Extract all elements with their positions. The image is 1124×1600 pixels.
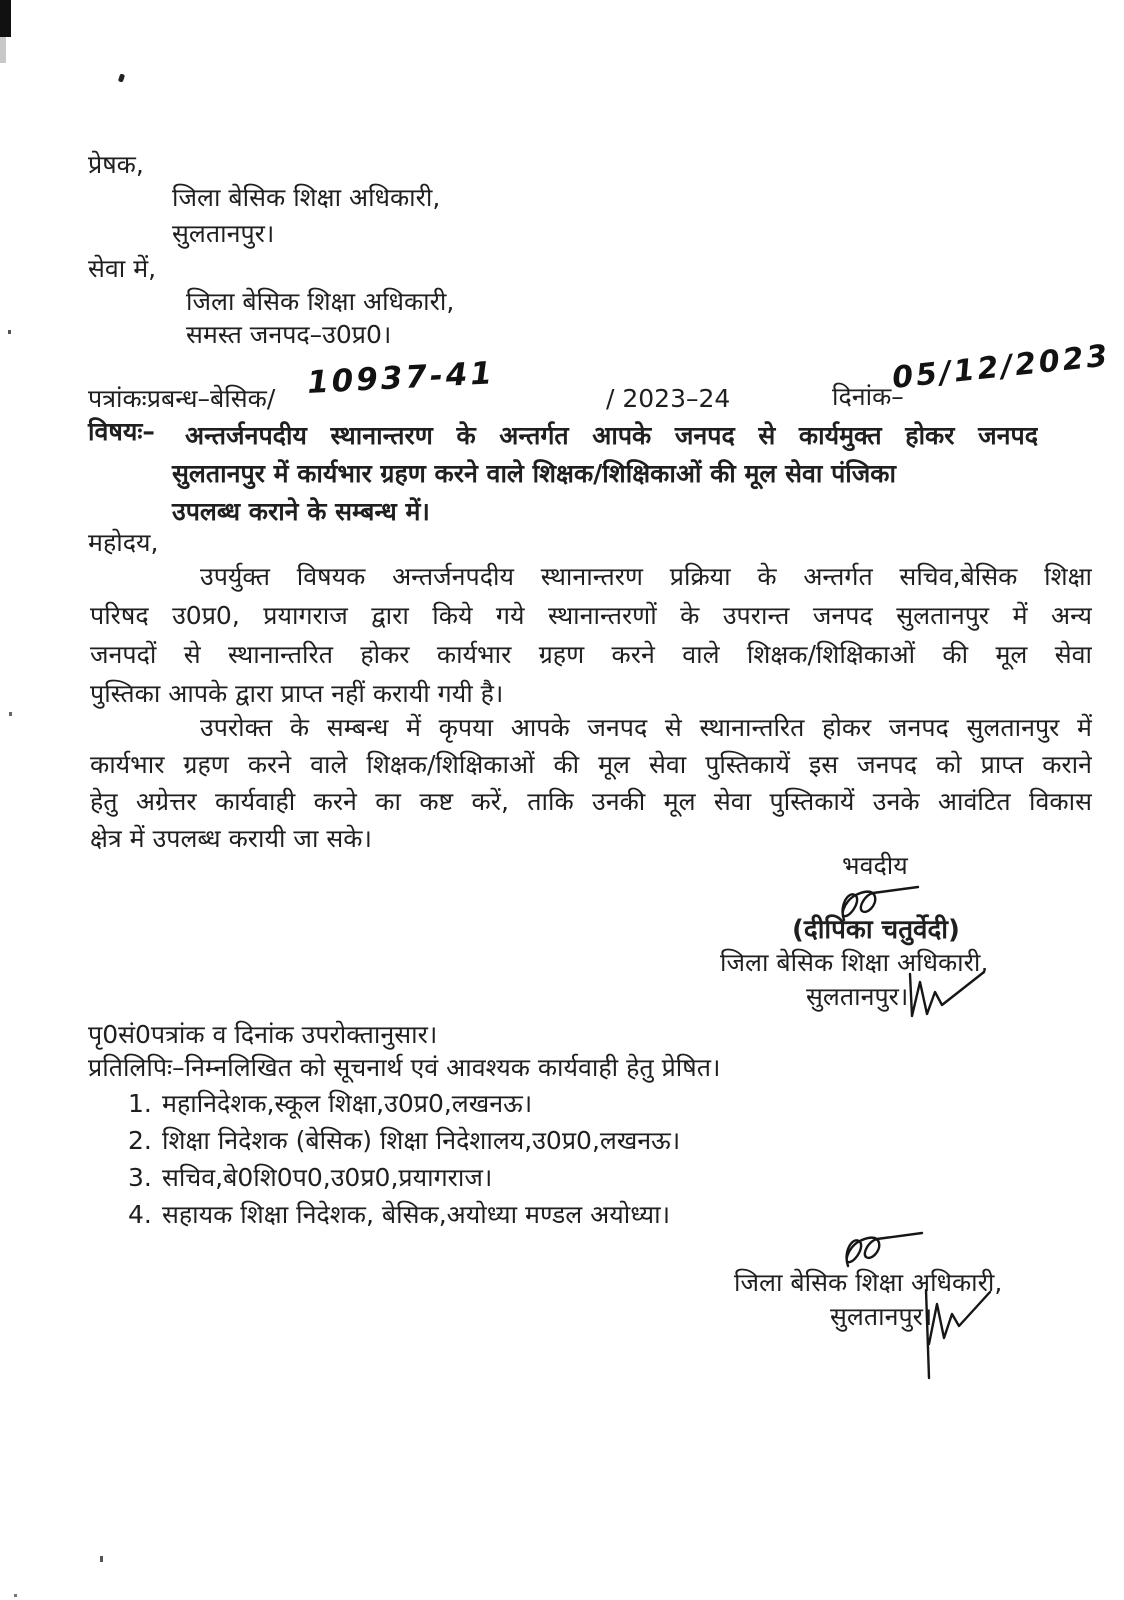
copy-list-item <box>128 1200 670 1230</box>
scan-artifact-dot <box>118 73 125 82</box>
scan-artifact-corner <box>0 0 11 37</box>
body-paragraph-2 <box>90 709 1092 857</box>
scan-artifact-dot <box>8 330 11 334</box>
valediction: भवदीय <box>842 851 908 880</box>
copy-item-number: 4. <box>128 1200 152 1229</box>
copy-list-item <box>128 1126 680 1156</box>
bottom-signatory-title: जिला बेसिक शिक्षा अधिकारी, <box>734 1268 1003 1297</box>
copy-list-item <box>128 1163 492 1193</box>
subject-line: सुलतानपुर में कार्यभार ग्रहण करने वाले शिक्षक/शिक्षिकाओं की मूल सेवा पंजिका <box>172 459 896 488</box>
paragraph-line: क्षेत्र में उपलब्ध करायी जा सके। <box>90 824 372 853</box>
copy-list-item <box>128 1089 532 1119</box>
scan-artifact-dot <box>14 1594 17 1597</box>
date-label: दिनांक– <box>832 382 904 411</box>
reference-number-handwritten: 10937-41 <box>306 355 496 401</box>
paragraph-line: हेतु अग्रेत्तर कार्यवाही करने का कष्ट करें, ताकि उनकी मूल सेवा पुस्तिकायें उनके आवंटित विकास <box>90 787 1092 816</box>
scan-artifact-corner-fade <box>0 37 6 63</box>
paragraph-line: उपरोक्त के सम्बन्ध में कृपया आपके जनपद से स्थानान्तरित होकर जनपद सुलतानपुर में <box>200 713 1092 742</box>
endorsement-copy-note: प्रतिलिपिः–निम्नलिखित को सूचनार्थ एवं आवश्यक कार्यवाही हेतु प्रेषित। <box>88 1053 721 1082</box>
reference-year: / 2023–24 <box>606 384 731 413</box>
recipient-place: समस्त जनपद–उ0प्र0। <box>186 320 392 349</box>
scan-artifact-dot <box>100 1556 103 1562</box>
bottom-signatory-place: सुलतानपुर। <box>830 1302 933 1331</box>
reference-prefix: पत्रांकःप्रबन्ध–बेसिक/ <box>88 384 276 413</box>
copy-item-text: शिक्षा निदेशक (बेसिक) शिक्षा निदेशालय,उ0प्र0,लखनऊ। <box>162 1126 681 1155</box>
subject-block <box>88 417 1038 531</box>
copy-item-number: 1. <box>128 1089 152 1118</box>
signatory-place: सुलतानपुर। <box>806 982 909 1011</box>
date-handwritten: 05/12/2023 <box>890 338 1112 396</box>
bottom-signature-flourish-icon <box>918 1286 996 1386</box>
paragraph-line: जनपदों से स्थानान्तरित होकर कार्यभार ग्रहण करने वाले शिक्षक/शिक्षिकाओं की मूल सेवा <box>90 640 1092 669</box>
signatory-title: जिला बेसिक शिक्षा अधिकारी, <box>720 948 989 977</box>
scan-artifact-dot <box>9 712 12 716</box>
subject-line: अन्तर्जनपदीय स्थानान्तरण के अन्तर्गत आपके जनपद से कार्यमुक्त होकर जनपद <box>185 421 1038 450</box>
copy-item-text: महानिदेशक,स्कूल शिक्षा,उ0प्र0,लखनऊ। <box>162 1089 533 1118</box>
bottom-signature-scribble-icon <box>832 1230 927 1272</box>
copy-item-text: सचिव,बे0शि0प0,उ0प्र0,प्रयागराज। <box>162 1163 493 1192</box>
recipient-label: सेवा में, <box>88 254 157 283</box>
sender-place: सुलतानपुर। <box>172 219 275 248</box>
copy-item-number: 2. <box>128 1126 152 1155</box>
paragraph-line: पुस्तिका आपके द्वारा प्राप्त नहीं करायी गयी है। <box>90 679 504 708</box>
recipient-office: जिला बेसिक शिक्षा अधिकारी, <box>186 287 455 316</box>
paragraph-line: कार्यभार ग्रहण करने वाले शिक्षक/शिक्षिकाओं की मूल सेवा पुस्तिकायें इस जनपद को प्राप्त कराने <box>90 750 1092 779</box>
paragraph-line: उपर्युक्त विषयक अन्तर्जनपदीय स्थानान्तरण प्रक्रिया के अन्तर्गत सचिव,बेसिक शिक्षा <box>200 562 1092 591</box>
body-paragraph-1 <box>90 557 1092 713</box>
subject-label: विषयः– <box>88 417 155 446</box>
sender-label: प्रेषक, <box>88 150 144 179</box>
copy-item-number: 3. <box>128 1163 152 1192</box>
sender-office: जिला बेसिक शिक्षा अधिकारी, <box>172 183 441 212</box>
copy-item-text: सहायक शिक्षा निदेशक, बेसिक,अयोध्या मण्डल अयोध्या। <box>162 1200 671 1229</box>
signature-flourish-icon <box>904 968 992 1023</box>
salutation: महोदय, <box>88 528 159 557</box>
paragraph-line: परिषद उ0प्र0, प्रयागराज द्वारा किये गये स्थानान्तरणों के उपरान्त जनपद सुलतानपुर में अन्य <box>90 601 1092 630</box>
endorsement-ref-note: पृ0सं0पत्रांक व दिनांक उपरोक्तानुसार। <box>88 1020 438 1049</box>
subject-line: उपलब्ध कराने के सम्बन्ध में। <box>172 497 430 526</box>
signatory-name: (दीपिका चतुर्वेदी) <box>792 915 960 945</box>
